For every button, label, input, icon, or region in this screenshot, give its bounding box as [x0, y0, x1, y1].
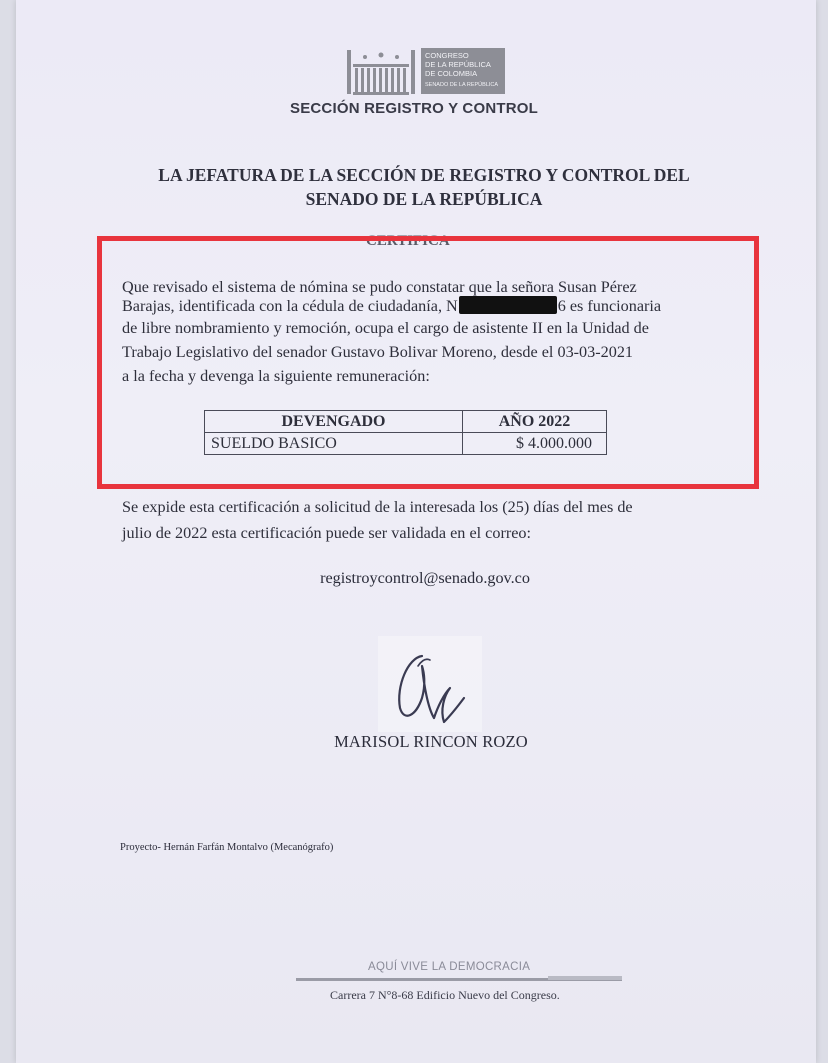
signature-image [378, 636, 482, 732]
proyecto-note: Proyecto- Hernán Farfán Montalvo (Mecanógrafo) [120, 842, 334, 853]
document-title-line-1: LA JEFATURA DE LA SECCIÓN DE REGISTRO Y CONTROL DEL [158, 165, 690, 185]
header-anio: AÑO 2022 [463, 411, 607, 433]
contact-email: registroycontrol@senado.gov.co [320, 569, 530, 587]
body-line-3: de libre nombramiento y remoción, ocupa el cargo de asistente II en la Unidad de [122, 319, 649, 337]
footer-address: Carrera 7 N°8-68 Edificio Nuevo del Congreso. [330, 988, 560, 1002]
logo-line-1: CONGRESO [425, 51, 469, 60]
footer-motto: AQUÍ VIVE LA DEMOCRACIA [368, 961, 531, 973]
cell-concept: SUELDO BASICO [205, 433, 463, 455]
body-line-5: a la fecha y devenga la siguiente remuneración: [122, 367, 430, 385]
logo-wordmark [421, 48, 505, 94]
certifica-label: CERTIFICA [366, 233, 450, 245]
capitol-icon [345, 48, 417, 96]
highlight-box [97, 236, 759, 489]
body-line-2-start: Barajas, identificada con la cédula de ciudadanía, N [122, 297, 458, 315]
document-title-line-2: SENADO DE LA REPÚBLICA [305, 189, 543, 209]
logo-line-4: SENADO DE LA REPÚBLICA [425, 82, 499, 88]
logo-line-2: DE LA REPÚBLICA [425, 60, 491, 69]
cell-amount: $ 4.000.000 [463, 433, 607, 455]
closing-line-1: Se expide esta certificación a solicitud de la interesada los (25) días del mes de [122, 498, 633, 516]
header-devengado: DEVENGADO [205, 411, 463, 433]
body-line-4: Trabajo Legislativo del senador Gustavo Bolivar Moreno, desde el 03-03-2021 [122, 343, 634, 361]
closing-line-2: julio de 2022 esta certificación puede ser validada en el correo: [122, 524, 532, 542]
footer-divider-accent [548, 976, 622, 980]
signer-name: MARISOL RINCON ROZO [334, 732, 528, 751]
section-heading: SECCIÓN REGISTRO Y CONTROL [289, 100, 538, 117]
body-line-2-end: 6 es funcionaria [557, 297, 662, 315]
congreso-logo [345, 48, 510, 96]
body-line-1: Que revisado el sistema de nómina se pudo constatar que la señora Susan Pérez [122, 278, 637, 296]
logo-line-3: DE COLOMBIA [425, 69, 478, 78]
